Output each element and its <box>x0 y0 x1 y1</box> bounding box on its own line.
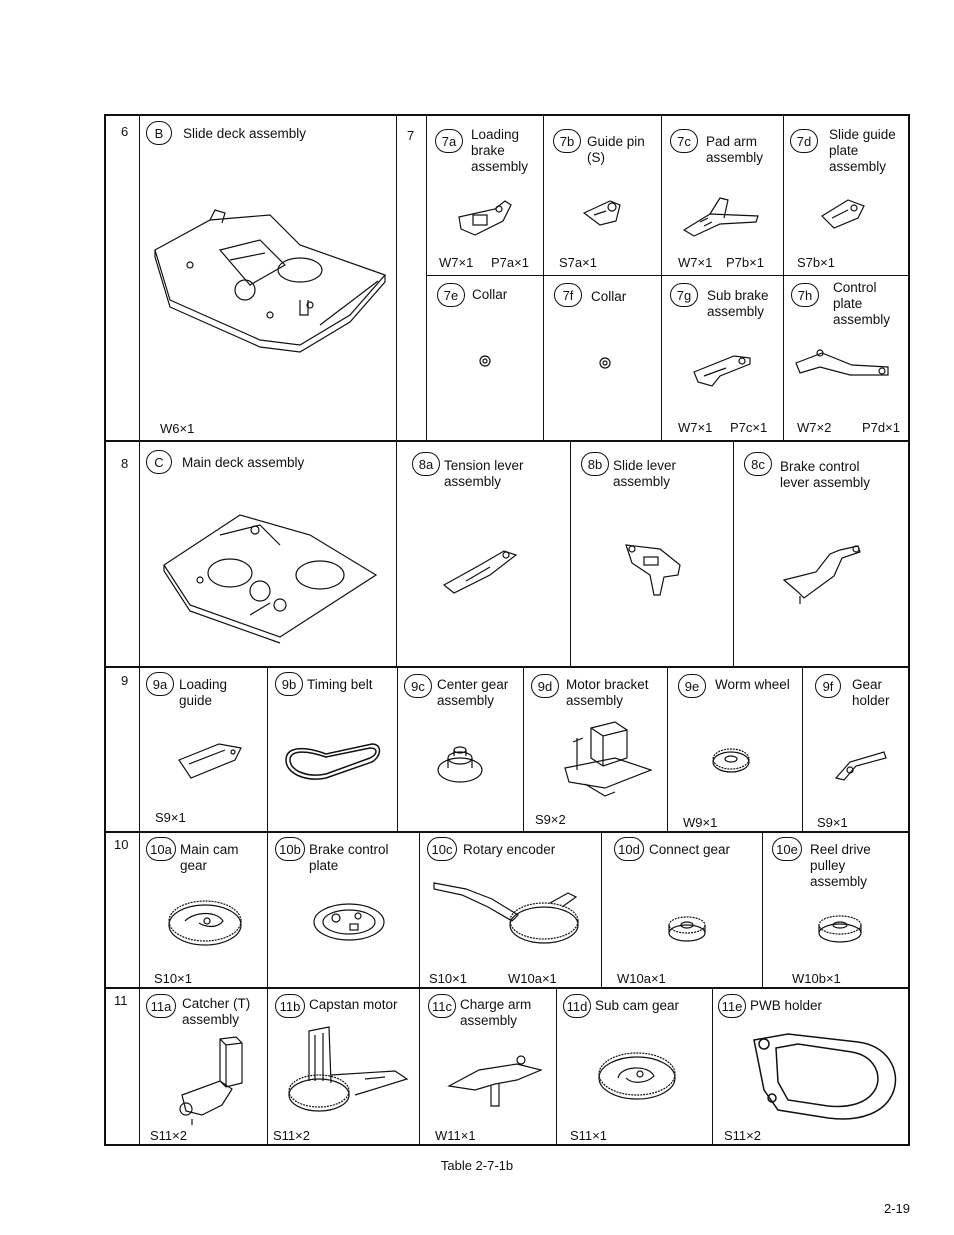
fastener-label: S10×1 <box>154 971 192 986</box>
fastener-label: W11×1 <box>435 1128 476 1143</box>
fastener-label: S7b×1 <box>797 255 835 270</box>
part-badge: B <box>146 121 172 145</box>
cell-divider <box>396 114 397 441</box>
cell-divider <box>667 667 668 832</box>
cell-divider <box>570 441 571 667</box>
part-name: Collar <box>591 289 627 304</box>
part-name: Catcher (T) assembly <box>182 996 251 1027</box>
part-name: Timing belt <box>307 677 373 692</box>
row-number-8: 8 <box>121 456 129 471</box>
part-badge: 9a <box>146 672 174 696</box>
cell-divider <box>783 114 784 441</box>
part-badge: 8b <box>581 452 609 476</box>
part-name: Motor bracket assembly <box>566 677 649 708</box>
part-name: Pad arm assembly <box>706 134 764 165</box>
part-badge: 10c <box>427 837 457 861</box>
part-badge: 7c <box>670 129 698 153</box>
row-divider <box>104 666 910 668</box>
control-plate-assembly-illustration <box>792 345 892 383</box>
cell-divider <box>267 988 268 1145</box>
slide-guide-plate-illustration <box>818 192 868 232</box>
part-badge: 7a <box>435 129 463 153</box>
tension-lever-assembly-illustration <box>440 545 520 595</box>
main-cam-gear-illustration <box>165 897 245 949</box>
part-name: Control plate assembly <box>833 280 891 327</box>
row-number-10: 10 <box>114 837 129 852</box>
fastener-label: S10×1 <box>429 971 467 986</box>
part-name: Brake control plate <box>309 842 389 873</box>
fastener-label: W6×1 <box>160 421 195 436</box>
part-badge: C <box>146 450 172 474</box>
part-name: Main cam gear <box>180 842 239 873</box>
row-number-6: 6 <box>121 124 129 139</box>
catcher-assembly-illustration <box>172 1035 247 1125</box>
pad-arm-assembly-illustration <box>680 192 762 240</box>
row-divider <box>104 440 910 442</box>
part-badge: 11c <box>428 994 456 1018</box>
part-badge: 7g <box>670 283 698 307</box>
part-name: Guide pin (S) <box>587 134 645 165</box>
fastener-label: S11×2 <box>724 1128 761 1143</box>
part-name: Reel drive pulley assembly <box>810 842 871 889</box>
cell-divider <box>543 114 544 441</box>
cell-divider <box>396 441 397 667</box>
part-name: Connect gear <box>649 842 731 857</box>
part-badge: 7d <box>790 129 818 153</box>
table-caption: Table 2-7-1b <box>440 1158 514 1173</box>
fastener-label: S9×2 <box>535 812 566 827</box>
fastener-label: W9×1 <box>683 815 718 830</box>
cell-divider <box>601 832 602 988</box>
row-number-11: 11 <box>114 993 128 1008</box>
fastener-label: P7a×1 <box>491 255 529 270</box>
guide-pin-illustration <box>580 195 628 230</box>
table-border-top <box>104 114 910 116</box>
main-deck-assembly-illustration <box>160 495 380 640</box>
part-badge: 10e <box>772 837 802 861</box>
part-badge: 10b <box>275 837 305 861</box>
number-column-divider <box>139 441 140 1146</box>
loading-brake-assembly-illustration <box>455 195 517 243</box>
part-name: Sub cam gear <box>595 998 680 1013</box>
row-divider <box>104 987 910 989</box>
charge-arm-assembly-illustration <box>445 1050 545 1110</box>
rotary-encoder-illustration <box>432 875 582 950</box>
fastener-label: W10b×1 <box>792 971 841 986</box>
part-name: Slide lever assembly <box>613 458 677 489</box>
fastener-label: W7×1 <box>678 420 713 435</box>
row-number-9: 9 <box>121 673 129 688</box>
collar-illustration <box>598 356 612 370</box>
cell-divider <box>523 667 524 832</box>
fastener-label: W7×1 <box>678 255 713 270</box>
table-border-left <box>104 114 106 1146</box>
part-name: Center gear assembly <box>437 677 509 708</box>
part-name: Rotary encoder <box>463 842 556 857</box>
cell-divider <box>712 988 713 1145</box>
part-badge: 9d <box>531 674 559 698</box>
cell-divider <box>426 114 427 441</box>
cell-divider <box>661 114 662 441</box>
cell-divider <box>762 832 763 988</box>
cell-divider <box>802 667 803 832</box>
fastener-label: P7c×1 <box>730 420 768 435</box>
fastener-label: P7d×1 <box>862 420 900 435</box>
cell-divider <box>426 275 909 276</box>
cell-divider <box>419 988 420 1145</box>
fastener-label: W10a×1 <box>508 971 557 986</box>
slide-deck-assembly-illustration <box>150 205 390 350</box>
fastener-label: S11×1 <box>570 1128 607 1143</box>
part-badge: 10d <box>614 837 644 861</box>
part-name: Charge arm assembly <box>460 997 532 1028</box>
brake-control-plate-illustration <box>310 900 388 944</box>
part-badge: 7e <box>437 283 465 307</box>
part-name: Main deck assembly <box>182 455 305 470</box>
page-number: 2-19 <box>883 1201 910 1216</box>
part-name: Loading guide <box>179 677 228 708</box>
number-column-divider <box>139 114 140 441</box>
slide-lever-assembly-illustration <box>620 535 685 600</box>
cell-divider <box>267 667 268 832</box>
sub-cam-gear-illustration <box>596 1050 678 1102</box>
part-badge: 11b <box>275 994 305 1018</box>
part-name: Slide deck assembly <box>183 126 307 141</box>
part-badge: 8a <box>412 452 440 476</box>
motor-bracket-assembly-illustration <box>555 718 655 804</box>
part-badge: 8c <box>744 452 772 476</box>
fastener-label: P7b×1 <box>726 255 764 270</box>
row-number-7: 7 <box>407 128 415 143</box>
connect-gear-illustration <box>665 915 709 943</box>
loading-guide-illustration <box>175 740 245 780</box>
fastener-label: S9×1 <box>155 810 186 825</box>
part-name: Gear holder <box>852 677 890 708</box>
table-border-right <box>908 114 910 1146</box>
reel-drive-pulley-assembly-illustration <box>815 913 865 945</box>
part-name: Sub brake assembly <box>707 288 769 319</box>
part-name: Worm wheel <box>715 677 790 692</box>
table-border-bottom <box>104 1144 910 1146</box>
part-badge: 11e <box>718 994 746 1018</box>
timing-belt-illustration <box>276 740 386 785</box>
gear-holder-illustration <box>830 748 890 784</box>
part-name: Loading brake assembly <box>471 127 529 174</box>
part-badge: 7f <box>554 283 582 307</box>
part-badge: 9e <box>678 674 706 698</box>
worm-wheel-illustration <box>710 745 752 775</box>
brake-control-lever-assembly-illustration <box>780 540 865 605</box>
part-name: Tension lever assembly <box>444 458 524 489</box>
cell-divider <box>397 667 398 832</box>
part-badge: 10a <box>146 837 176 861</box>
pwb-holder-illustration <box>748 1030 903 1125</box>
cell-divider <box>419 832 420 988</box>
fastener-label: S9×1 <box>817 815 848 830</box>
part-badge: 9c <box>404 674 432 698</box>
collar-illustration <box>478 354 492 368</box>
sub-brake-assembly-illustration <box>690 348 758 390</box>
part-name: Brake control lever assembly <box>780 459 871 490</box>
part-badge: 9f <box>815 674 841 698</box>
part-badge: 11d <box>563 994 591 1018</box>
part-badge: 7b <box>553 129 581 153</box>
cell-divider <box>733 441 734 667</box>
part-name: Capstan motor <box>309 997 398 1012</box>
part-badge: 9b <box>275 672 303 696</box>
cell-divider <box>556 988 557 1145</box>
part-name: PWB holder <box>750 998 823 1013</box>
capstan-motor-illustration <box>285 1025 410 1115</box>
row-divider <box>104 831 910 833</box>
fastener-label: S7a×1 <box>559 255 597 270</box>
cell-divider <box>267 832 268 988</box>
fastener-label: S11×2 <box>150 1128 187 1143</box>
part-name: Slide guide plate assembly <box>829 127 896 174</box>
fastener-label: W7×2 <box>797 420 832 435</box>
center-gear-assembly-illustration <box>435 742 485 786</box>
fastener-label: W7×1 <box>439 255 474 270</box>
fastener-label: S11×2 <box>273 1128 310 1143</box>
part-badge: 11a <box>146 994 176 1018</box>
fastener-label: W10a×1 <box>617 971 666 986</box>
part-name: Collar <box>472 287 508 302</box>
part-badge: 7h <box>791 283 819 307</box>
